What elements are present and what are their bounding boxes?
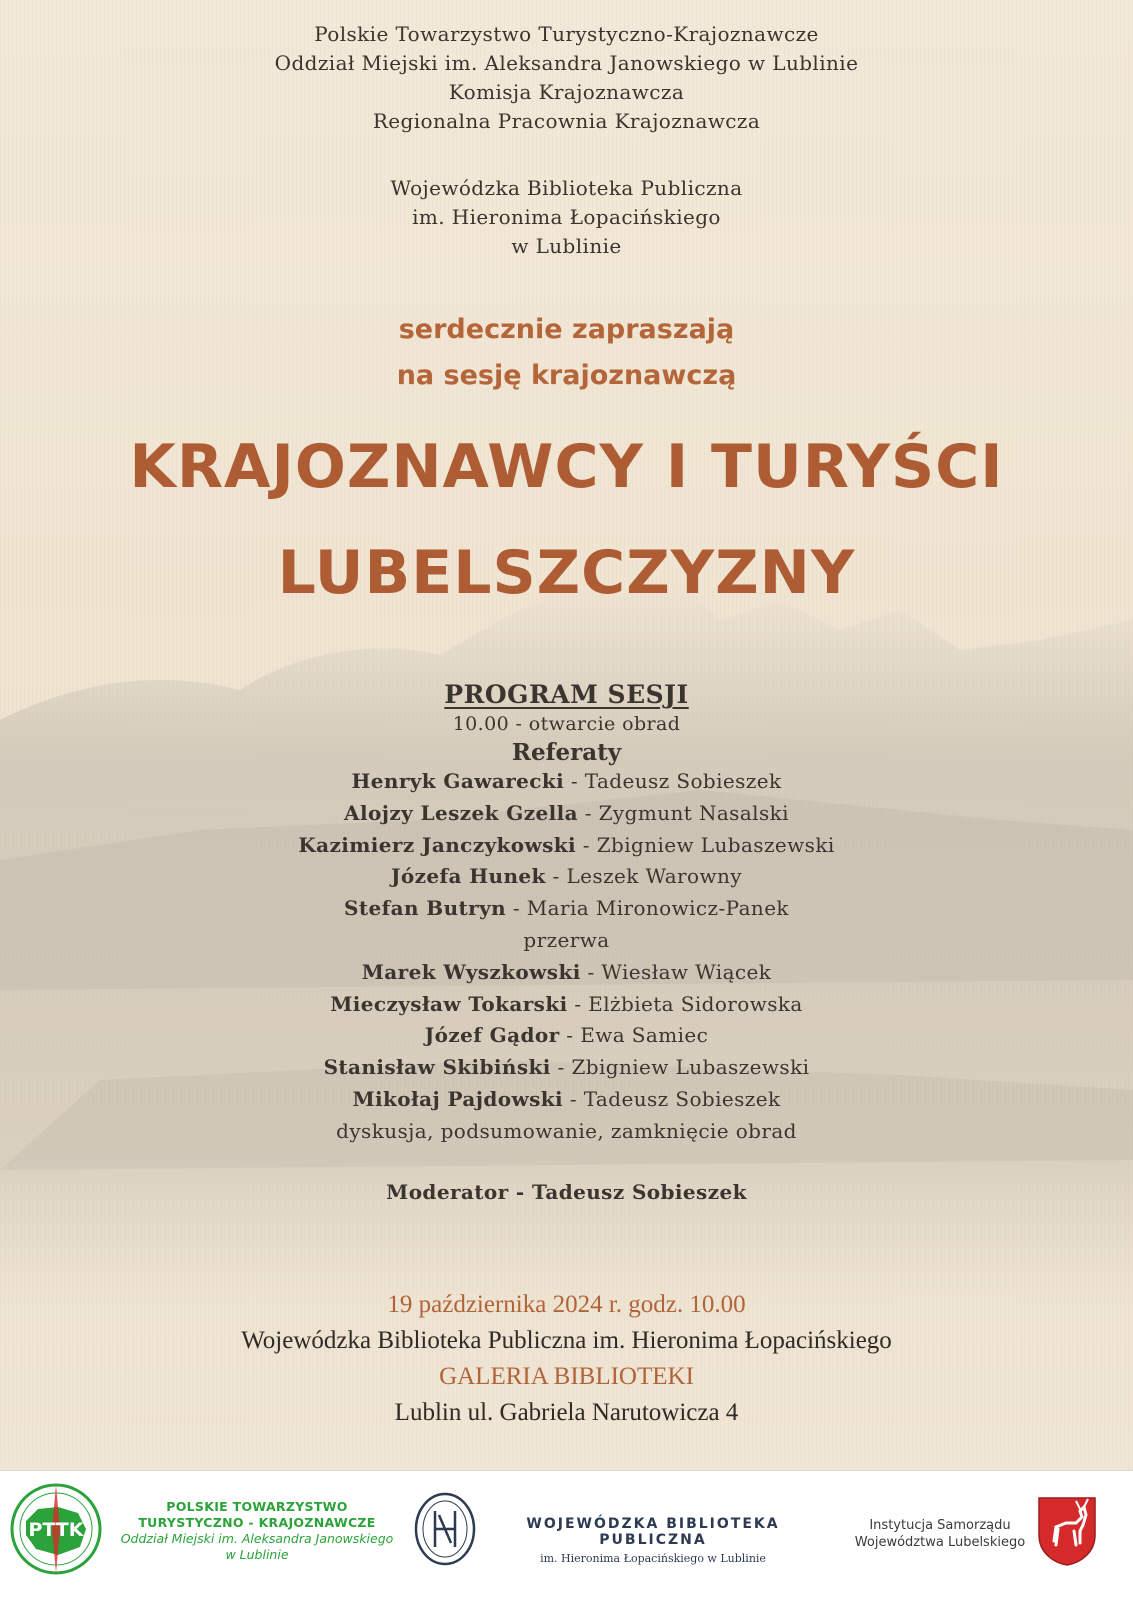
talk-separator: - [576, 832, 597, 857]
sponsor-footer [0, 1470, 1133, 1603]
talk-subject: Marek Wyszkowski [361, 959, 581, 984]
organizer-pttk-block [0, 20, 1133, 136]
program-opening: 10.00 - otwarcie obrad [452, 713, 681, 735]
event-title [0, 414, 1133, 626]
program-talk-item [0, 989, 1133, 1021]
event-title-line: LUBELSZCZYZNY [277, 538, 856, 608]
talk-author: Tadeusz Sobieszek [584, 769, 782, 793]
program-talk-item [0, 1116, 1133, 1148]
pttk-name-line: w Lublinie [225, 1547, 289, 1562]
talk-subject: Stanisław Skibiński [323, 1055, 551, 1080]
organizer-line: Komisja Krajoznawcza [448, 80, 685, 104]
program-talk-item [0, 925, 1133, 957]
talk-separator: - [564, 769, 585, 793]
talk-subject: Mieczysław Tokarski [330, 991, 568, 1016]
pttk-logo [8, 1481, 104, 1577]
program-talk-item [0, 766, 1133, 798]
talk-author: Maria Mironowicz-Panek [526, 896, 789, 921]
talk-author: Leszek Warowny [566, 864, 742, 889]
talk-separator: - [577, 800, 599, 825]
talk-author: Elżbieta Sidorowska [588, 991, 803, 1016]
talk-subject: Józefa Hunek [391, 864, 546, 889]
talk-subject: Stefan Butryn [344, 896, 507, 921]
program-talk-item [0, 957, 1133, 989]
event-title-line: KRAJOZNAWCY I TURYŚCI [129, 432, 1004, 502]
venue-block [0, 1287, 1133, 1431]
regional-government-name [850, 1517, 1030, 1551]
wbp-name-line: WOJEWÓDZKA BIBLIOTEKA PUBLICZNA [526, 1516, 780, 1548]
talk-author: Zbigniew Lubaszewski [571, 1055, 810, 1080]
regional-government-line: Województwa Lubelskiego [854, 1535, 1026, 1550]
organizer-line: w Lublinie [511, 234, 622, 258]
program-section [0, 680, 1133, 1148]
program-subheading: Referaty [511, 739, 622, 766]
program-talk-item [0, 1020, 1133, 1052]
program-talk-item [0, 1052, 1133, 1084]
program-talk-item [0, 893, 1133, 925]
venue-gallery: GALERIA BIBLIOTEKI [439, 1363, 694, 1390]
lubelskie-crest-icon [1036, 1495, 1098, 1567]
pttk-name [112, 1499, 402, 1563]
program-talk-item [0, 798, 1133, 830]
program-talk-item [0, 830, 1133, 862]
wbp-seal-logo [413, 1491, 477, 1567]
talk-separator: - [506, 896, 527, 921]
regional-government-line: Instytucja Samorządu [869, 1518, 1011, 1533]
talk-author: Zbigniew Lubaszewski [596, 832, 835, 857]
invitation-line: na sesję krajoznawczą [396, 360, 737, 391]
pttk-name-line: Oddział Miejski im. Aleksandra Janowskiego [120, 1531, 394, 1546]
organizer-line: im. Hieronima Łopacińskiego [412, 205, 721, 229]
pttk-name-line: TURYSTYCZNO - KRAJOZNAWCZE [138, 1515, 376, 1530]
program-talk-item [0, 861, 1133, 893]
talk-subject: Kazimierz Janczykowski [298, 832, 577, 857]
talk-author: Ewa Samiec [580, 1023, 709, 1048]
talk-separator: - [550, 1055, 572, 1080]
talk-author: przerwa [523, 927, 610, 952]
talk-subject: Alojzy Leszek Gzella [344, 800, 578, 825]
venue-address: Lublin ul. Gabriela Narutowicza 4 [394, 1399, 739, 1426]
program-talk-item [0, 1084, 1133, 1116]
invitation-line: serdecznie zapraszają [398, 314, 735, 345]
talk-author: Wiesław Wiącek [601, 959, 772, 984]
pttk-logo-text: PTTK [28, 1519, 84, 1541]
talk-subject: Mikołaj Pajdowski [352, 1086, 564, 1111]
venue-institution: Wojewódzka Biblioteka Publiczna im. Hieronima Łopacińskiego [241, 1327, 892, 1354]
moderator: Moderator - Tadeusz Sobieszek [386, 1180, 747, 1204]
organizer-line: Polskie Towarzystwo Turystyczno-Krajoznawcze [314, 22, 819, 46]
talk-subject: Józef Gądor [424, 1023, 560, 1048]
organizer-line: Wojewódzka Biblioteka Publiczna [390, 176, 743, 200]
event-datetime: 19 października 2024 r. godz. 10.00 [387, 1291, 746, 1318]
program-heading: PROGRAM SESJI [444, 680, 689, 709]
talk-author: dyskusja, podsumowanie, zamknięcie obrad [336, 1118, 797, 1143]
organizer-line: Regionalna Pracownia Krajoznawcza [372, 109, 761, 133]
talk-author: Zygmunt Nasalski [598, 800, 789, 825]
organizer-library-block [0, 174, 1133, 261]
talk-separator: - [580, 959, 602, 984]
organizer-line: Oddział Miejski im. Aleksandra Janowskiego w Lublinie [274, 51, 859, 75]
pttk-name-line: POLSKIE TOWARZYSTWO [166, 1499, 348, 1514]
talk-separator: - [545, 864, 567, 889]
talk-author: Tadeusz Sobieszek [583, 1086, 781, 1111]
wbp-name [488, 1516, 818, 1565]
program-talk-list [0, 766, 1133, 1148]
invitation-text [0, 307, 1133, 399]
talk-separator: - [563, 1086, 584, 1111]
talk-subject: Henryk Gawarecki [351, 769, 565, 793]
talk-separator: - [567, 991, 589, 1016]
wbp-name-line: im. Hieronima Łopacińskiego w Lublinie [540, 1552, 766, 1565]
talk-separator: - [559, 1023, 581, 1048]
